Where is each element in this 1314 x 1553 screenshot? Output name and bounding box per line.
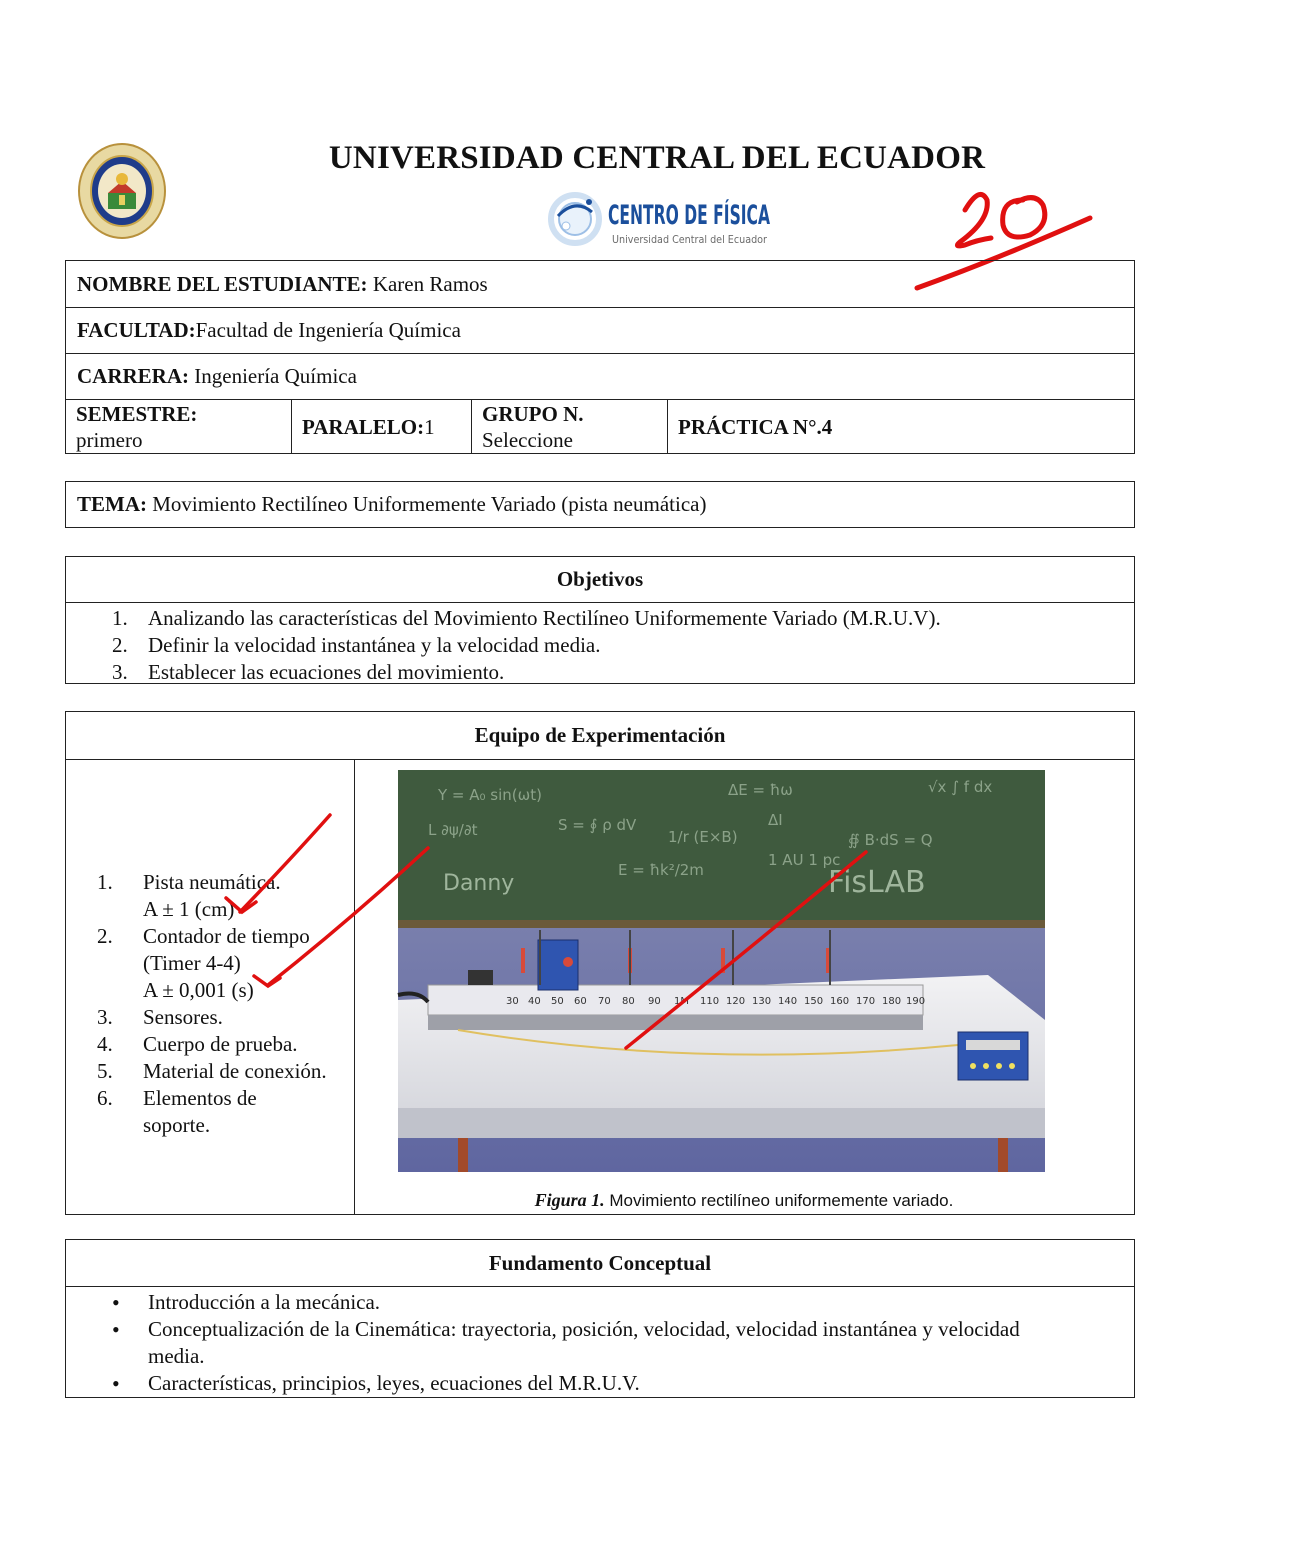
practice-cell [668,400,1134,453]
svg-text:√x ∫ f dx: √x ∫ f dx [928,778,993,796]
figure-caption [354,1190,1134,1211]
list-item: 2. Definir la velocidad instantánea y la velocidad media. [112,633,601,657]
faculty-value: Facultad de Ingeniería Química [195,318,461,342]
objetivos-title: Objetivos [66,557,1134,603]
centro-fisica-logo-icon [548,188,890,250]
svg-text:150: 150 [804,996,824,1007]
svg-text:1/r (E×B): 1/r (E×B) [668,828,738,846]
svg-text:80: 80 [622,996,635,1007]
semester-row [66,400,1134,453]
svg-text:160: 160 [830,996,850,1007]
tema-value: Movimiento Rectilíneo Uniformemente Variado (pista neumática) [147,491,707,516]
board-text-fislab: FisLAB [828,865,926,900]
svg-text:110: 110 [700,996,720,1007]
svg-text:70: 70 [598,996,611,1007]
svg-text:40: 40 [528,996,541,1007]
svg-text:1 AU 1 pc: 1 AU 1 pc [768,851,841,869]
student-info-table [65,260,1135,454]
university-title: UNIVERSIDAD CENTRAL DEL ECUADOR [328,140,986,176]
semester-value: primero [76,427,143,452]
group-cell[interactable] [472,400,668,453]
list-item: • Introducción a la mecánica. [66,1289,1134,1316]
svg-text:120: 120 [726,996,746,1007]
career-row [66,354,1134,400]
career-value: Ingeniería Química [189,364,357,388]
parallel-value: 1 [424,414,435,439]
parallel-cell [292,400,472,453]
university-seal-icon [78,143,166,239]
board-text-name: Danny [443,871,515,896]
list-item: 3. Sensores. [97,1005,223,1029]
list-item: 1. Pista neumática. A ± 1 (cm) [97,870,281,921]
equipo-list [97,869,327,1139]
objetivos-box [65,556,1135,684]
semester-cell [66,400,292,453]
list-item: 1. Analizando las características del Movimiento Rectilíneo Uniformemente Variado (M.R.U.V). [112,606,941,630]
faculty-label: FACULTAD: [77,318,196,342]
svg-text:S = ∮ ρ dV: S = ∮ ρ dV [558,816,637,834]
svg-text:30: 30 [506,996,519,1007]
svg-text:E = ħk²/2m: E = ħk²/2m [618,861,704,879]
faculty-row [66,308,1134,354]
semester-label: SEMESTRE: [76,401,198,426]
equipo-title: Equipo de Experimentación [66,712,1134,760]
student-name-value: Karen Ramos [367,271,488,296]
list-item: 3. Establecer las ecuaciones del movimiento. [112,660,505,684]
svg-text:Y = A₀ sin(ωt): Y = A₀ sin(ωt) [438,786,542,804]
svg-text:130: 130 [752,996,772,1007]
figure-label: Figura 1. [534,1190,605,1210]
practice-label: PRÁCTICA N°.4 [678,414,833,439]
list-item: • Características, principios, leyes, ecuaciones del M.R.U.V. [66,1370,1134,1397]
svg-text:60: 60 [574,996,587,1007]
group-label: GRUPO N. [482,401,584,426]
figure-caption-text: Movimiento rectilíneo uniformemente variado. [604,1191,954,1210]
svg-text:ΔE = ħω: ΔE = ħω [728,781,793,799]
svg-text:ΔI: ΔI [768,811,783,829]
svg-text:90: 90 [648,996,661,1007]
svg-text:140: 140 [778,996,798,1007]
tema-row [66,482,1134,526]
fundamento-box [65,1239,1135,1398]
parallel-label: PARALELO: [302,414,425,439]
tema-label: TEMA: [77,491,147,516]
svg-text:190: 190 [906,996,926,1007]
group-select[interactable]: Seleccione [482,427,573,452]
list-item: • Conceptualización de la Cinemática: trayectoria, posición, velocidad, velocidad instantánea y velocidad media. [66,1316,1134,1370]
objetivos-list [66,605,1134,686]
student-name-row [66,261,1134,308]
list-item: 6. Elementos de soporte. [97,1086,257,1137]
column-divider [354,759,355,1214]
svg-text:L ∂ψ/∂t: L ∂ψ/∂t [428,821,478,839]
list-item: 5. Material de conexión. [97,1059,327,1083]
career-label: CARRERA: [77,364,189,388]
fundamento-list [66,1289,1134,1397]
svg-text:50: 50 [551,996,564,1007]
centro-fisica-name: CENTRO DE FÍSICA [608,200,890,231]
list-item: 2. Contador de tiempo (Timer 4-4) A ± 0,001 (s) [97,924,310,1002]
svg-text:∯ B·dS = Q: ∯ B·dS = Q [848,831,933,849]
svg-text:170: 170 [856,996,876,1007]
student-name-label: NOMBRE DEL ESTUDIANTE: [77,271,368,296]
list-item: 4. Cuerpo de prueba. [97,1032,298,1056]
fundamento-title: Fundamento Conceptual [66,1240,1134,1287]
centro-fisica-subtitle: Universidad Central del Ecuador [612,233,768,246]
lab-photo-image [398,770,1045,1172]
tema-box [65,481,1135,528]
svg-text:1M: 1M [674,996,689,1007]
svg-text:180: 180 [882,996,902,1007]
